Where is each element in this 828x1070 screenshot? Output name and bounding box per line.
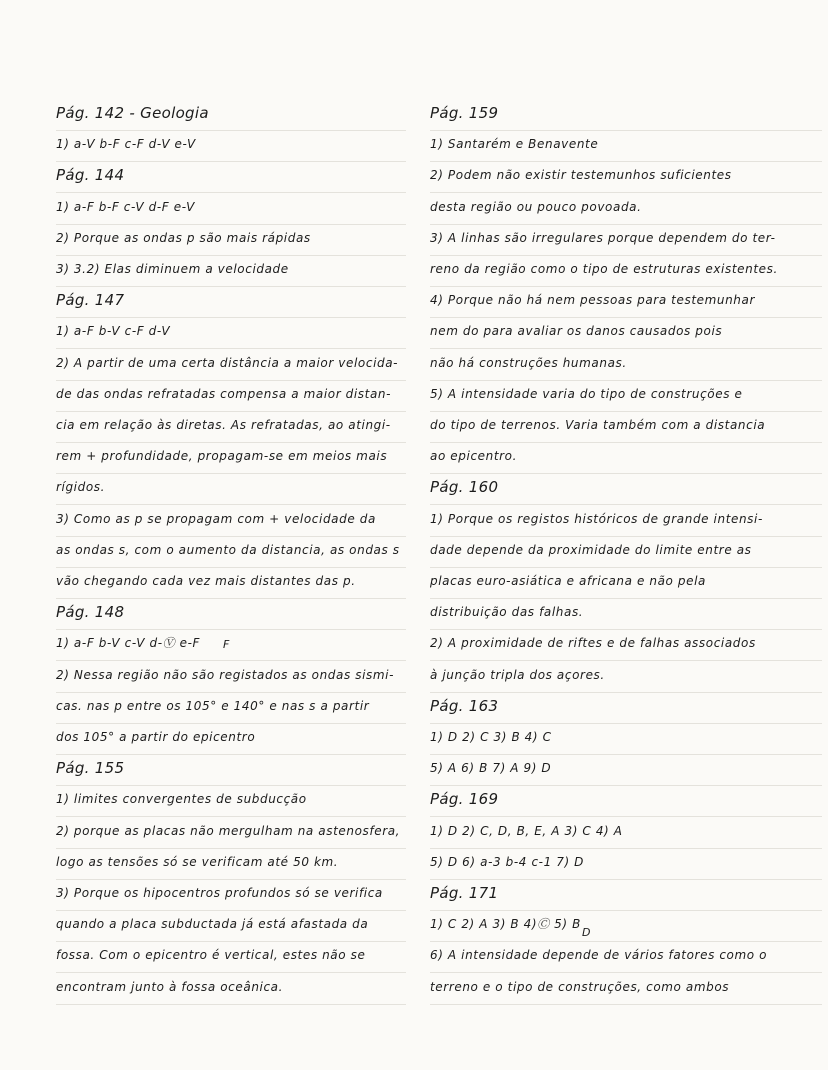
answer-line: terreno e o tipo de construções, como ambos [430, 979, 730, 994]
answer-line: as ondas s, com o aumento da distancia, as ondas s [56, 542, 400, 557]
page-heading: Pág. 148 [56, 603, 125, 622]
answer-line: rem + profundidade, propagam-se em meios mais [56, 449, 388, 464]
answer-line: fossa. Com o epicentro é vertical, estes não se [56, 948, 366, 963]
answer-line: 3) Porque os hipocentros profundos só se verifica [56, 886, 383, 900]
answer-line: 6) A intensidade depende de vários fatores como o [430, 948, 768, 963]
answer-line: dos 105° a partir do epicentro [56, 730, 256, 744]
answer-line: 4) Porque não há nem pessoas para testemunhar [430, 293, 756, 308]
page-heading: Pág. 155 [56, 759, 125, 778]
answer-line: logo as tensões só se verificam até 50 km. [56, 854, 339, 869]
answer-line: 1) a-F b-F c-V d-F e-V [56, 199, 195, 214]
page-heading: Pág. 147 [56, 291, 125, 310]
answer-line: 1) C 2) A 3) B 4)Ⓒ 5) B [430, 917, 581, 932]
answer-line: 3) 3.2) Elas diminuem a velocidade [56, 262, 289, 276]
answer-line: 1) limites convergentes de subducção [56, 792, 307, 807]
answer-line: 2) A partir de uma certa distância a maior velocida- [56, 355, 399, 370]
answer-line: 2) Nessa região não são registados as ondas sismi- [56, 667, 395, 682]
answer-line: do tipo de terrenos. Varia também com a distancia [430, 418, 766, 432]
answer-line: 2) A proximidade de riftes e de falhas associados [430, 636, 756, 651]
answer-line: dade depende da proximidade do limite entre as [430, 542, 752, 557]
ruled-line [430, 1004, 822, 1005]
answer-line: 1) Santarém e Benavente [430, 137, 599, 152]
answer-line: cas. nas p entre os 105° e 140° e nas s a partir [56, 698, 370, 713]
answer-line: 2) Podem não existir testemunhos suficientes [430, 168, 732, 183]
answer-line: quando a placa subductada já está afastada da [56, 917, 369, 932]
answer-line: rígidos. [56, 480, 106, 495]
page-heading: Pág. 169 [430, 790, 499, 809]
page-heading: Pág. 163 [430, 696, 499, 715]
answer-line: 3) A linhas são irregulares porque dependem do ter- [430, 230, 776, 245]
answer-line: cia em relação às diretas. As refratadas, ao atingi- [56, 418, 391, 432]
page-heading: Pág. 159 [430, 104, 499, 122]
answer-line: encontram junto à fossa oceânica. [56, 979, 284, 994]
answer-line: vão chegando cada vez mais distantes das p. [56, 574, 356, 588]
answer-line: 1) Porque os registos históricos de grande intensi- [430, 511, 763, 526]
answer-line: não há construções humanas. [430, 355, 627, 370]
answer-line: reno da região como o tipo de estruturas existentes. [430, 262, 778, 276]
correction-mark-right: D [582, 926, 591, 939]
page-heading: Pág. 160 [430, 478, 499, 497]
page-heading: Pág. 142 - Geologia [56, 104, 209, 122]
page-heading: Pág. 171 [430, 884, 499, 902]
page-heading: Pág. 144 [56, 166, 125, 185]
answer-line: 5) A 6) B 7) A 9) D [430, 761, 552, 776]
answer-line: à junção tripla dos açores. [430, 667, 605, 682]
answer-line: 1) a-V b-F c-F d-V e-V [56, 137, 196, 152]
answer-line: 1) a-F b-V c-F d-V [56, 324, 171, 339]
answer-line: 1) D 2) C, D, B, E, A 3) C 4) A [430, 823, 623, 838]
correction-mark-left: F [223, 638, 230, 651]
answer-line: 2) Porque as ondas p são mais rápidas [56, 230, 311, 245]
answer-line: 1) D 2) C 3) B 4) C [430, 730, 552, 744]
answer-line: placas euro-asiática e africana e não pela [430, 574, 706, 588]
answer-line: 1) a-F b-V c-V d-Ⓥ e-F [56, 636, 201, 651]
answer-line: 5) D 6) a-3 b-4 c-1 7) D [430, 854, 584, 869]
answer-line: de das ondas refratadas compensa a maior distan- [56, 386, 392, 401]
answer-line: nem do para avaliar os danos causados pois [430, 324, 723, 339]
answer-line: 2) porque as placas não mergulham na astenosfera, [56, 823, 401, 838]
ruled-line [56, 1004, 406, 1005]
answer-line: distribuição das falhas. [430, 605, 584, 620]
answer-line: 5) A intensidade varia do tipo de construções e [430, 386, 743, 401]
answer-line: 3) Como as p se propagam com + velocidade da [56, 511, 376, 526]
answer-line: desta região ou pouco povoada. [430, 199, 642, 214]
answer-line: ao epicentro. [430, 449, 518, 464]
